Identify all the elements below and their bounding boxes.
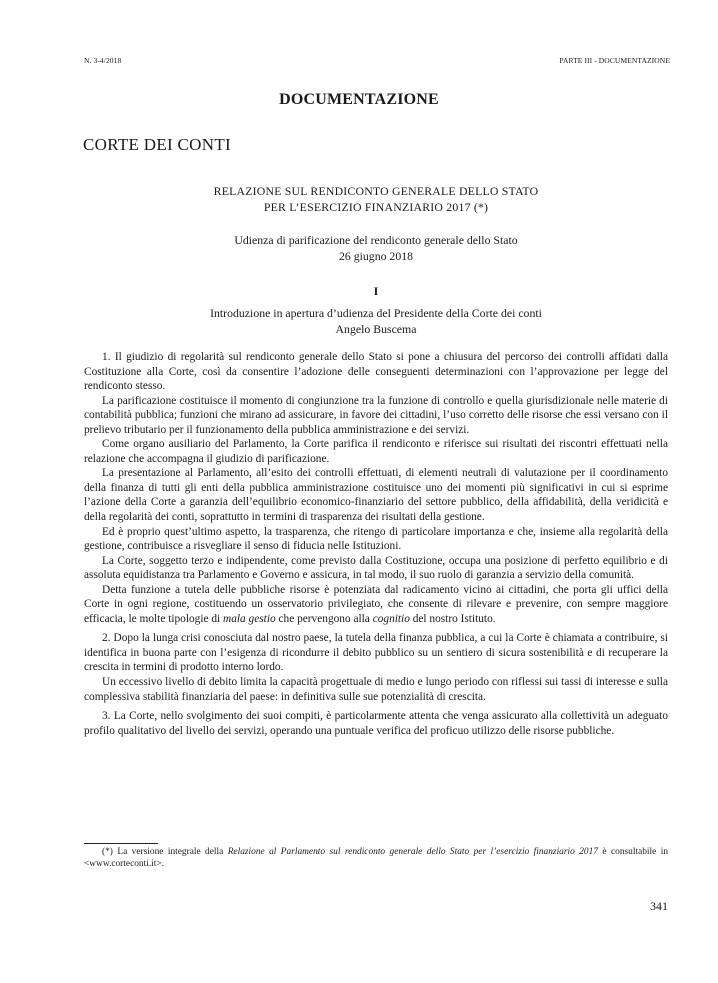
paragraph-text: che pervengono alla bbox=[278, 612, 370, 625]
hearing-info bbox=[0, 232, 718, 264]
paragraph: 3. La Corte, nello svolgimento dei suoi compiti, è particolarmente attenta che venga assicurato alla collettività un adeguato profilo qualitativo del livello dei servizi, operando una puntuale verifica del proficuo utilizzo delle risorse pubbliche. bbox=[84, 710, 668, 737]
footnote-tail: è consultabile in <www.corteconti.it>. bbox=[84, 847, 669, 869]
paragraph: 2. Dopo la lunga crisi conosciuta dal nostro paese, la tutela della finanza pubblica, a cui la Corte è chiamata a contribuire, si identifica in buona parte con l’esigenza di ricondurre il debito pubblico su un sentiero di sicura sostenibilità e di recuperare la crescita in termini di prodotto interno lordo. bbox=[84, 632, 668, 674]
paragraph bbox=[84, 583, 668, 627]
running-header-issue: N. 3-4/2018 bbox=[84, 56, 122, 65]
report-title bbox=[0, 183, 718, 215]
page-number: 341 bbox=[650, 899, 668, 913]
footnote bbox=[84, 846, 668, 870]
body-text bbox=[84, 350, 668, 738]
organization-title: CORTE DEI CONTI bbox=[83, 135, 231, 154]
hearing-date: 26 giugno 2018 bbox=[338, 249, 414, 263]
paragraph: La presentazione al Parlamento, all’esito dei controlli effettuati, di elementi neutrali di valutazione per il coordinamento della finanza di tutti gli enti della pubblica amministrazione costituisce uno dei momenti più significativi in cui si esprime l’azione della Corte a garanzia dell’equilibrio economico-finanziario del settore pubblico, della affidabilità, della veridicità e della regolarità dei conti, soprattutto in termini di trasparenza dei risultati della gestione. bbox=[84, 467, 668, 524]
footnote-mark: (*) La versione integrale della bbox=[102, 847, 224, 857]
report-title-line-2: PER L’ESERCIZIO FINANZIARIO 2017 (*) bbox=[263, 200, 489, 214]
paragraph-text: del nostro Istituto. bbox=[412, 612, 496, 625]
report-title-line-1: RELAZIONE SUL RENDICONTO GENERALE DELLO STATO bbox=[213, 184, 539, 198]
intro-title: Introduzione in apertura d’udienza del Presidente della Corte dei conti bbox=[210, 306, 542, 320]
part-number: I bbox=[373, 284, 379, 298]
section-title: DOCUMENTAZIONE bbox=[279, 91, 439, 108]
paragraph: La parificazione costituisce il momento di congiunzione tra la funzione di controllo e quella giurisdizionale nelle materie di contabilità pubblica; funzioni che mirano ad assicurare, in favore dei cittadini, l’uso corretto delle risorse che essi versano con il prelievo tributario per il funzionamento della pubblica amministrazione e dei servizi. bbox=[84, 394, 668, 436]
hearing-title: Udienza di parificazione del rendiconto generale dello Stato bbox=[234, 233, 518, 247]
footnote-divider bbox=[84, 843, 158, 844]
running-header-section: PARTE III - DOCUMENTAZIONE bbox=[559, 56, 670, 65]
intro-heading bbox=[0, 305, 718, 337]
paragraph: Un eccessivo livello di debito limita la capacità progettuale di medio e lungo periodo con riflessi sui tassi di interesse e sulla complessiva stabilità finanziaria del paese: in definitiva sulle sue potenzialità di crescita. bbox=[84, 676, 668, 703]
paragraph: Come organo ausiliario del Parlamento, la Corte parifica il rendiconto e riferisce sui risultati dei riscontri effettuati nella relazione che accompagna il giudizio di parificazione. bbox=[84, 438, 668, 465]
italic-term: cognitio bbox=[372, 612, 410, 625]
paragraph: La Corte, soggetto terzo e indipendente, come previsto dalla Costituzione, occupa una posizione di perfetto equilibrio e di assoluta equidistanza tra Parlamento e Governo e assicura, in tal modo, il suo ruolo di garanzia a servizio della comunità. bbox=[84, 554, 668, 582]
italic-term: mala gestio bbox=[223, 612, 276, 625]
paragraph-text: Detta funzione a tutela delle pubbliche risorse è potenziata dal radicamento vicino ai cittadini, che porta gli uffici della Corte in ogni regione, costituendo un osservatorio privilegiato, che consente di rilevare e prevenire, con sempre maggiore efficacia, le molte tipologie di bbox=[84, 583, 668, 625]
paragraph: Ed è proprio quest’ultimo aspetto, la trasparenza, che ritengo di particolare importanza e che, insieme alla regolarità della gestione, contribuisce a risvegliare il senso di fiducia nelle Istituzioni. bbox=[84, 525, 668, 553]
footnote-work-title: Relazione al Parlamento sul rendiconto generale dello Stato per l’esercizio finanziario 2017 bbox=[227, 847, 598, 857]
paragraph: 1. Il giudizio di regolarità sul rendiconto generale dello Stato si pone a chiusura del percorso dei controlli affidati dalla Costituzione alla Corte, così da consentire l’adozione delle conseguenti determinazioni con l’approvazione per legge del rendiconto stesso. bbox=[84, 351, 668, 393]
intro-author: Angelo Buscema bbox=[335, 322, 417, 336]
